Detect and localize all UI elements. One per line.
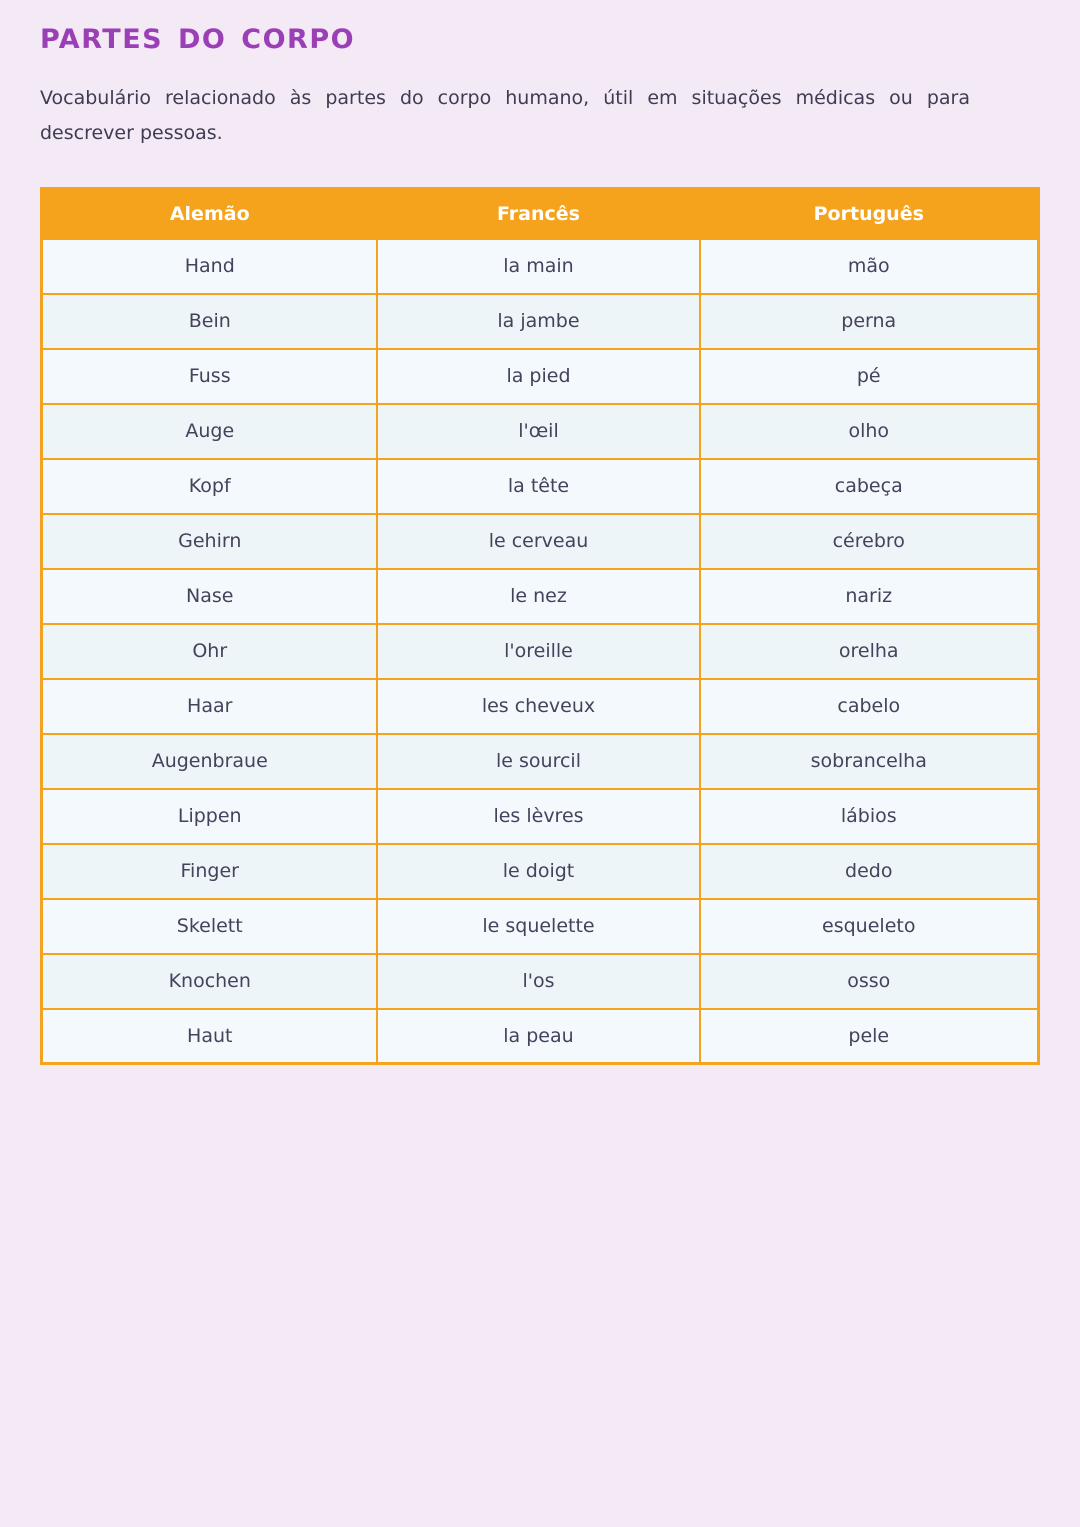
table-cell-german: Auge xyxy=(42,404,378,459)
table-row xyxy=(42,514,1039,569)
table-cell-portuguese: orelha xyxy=(700,624,1039,679)
table-cell-german: Nase xyxy=(42,569,378,624)
table-cell-german: Kopf xyxy=(42,459,378,514)
table-cell-french: l'oreille xyxy=(377,624,699,679)
table-cell-german: Haar xyxy=(42,679,378,734)
table-cell-german: Gehirn xyxy=(42,514,378,569)
table-row xyxy=(42,239,1039,294)
table-cell-french: l'os xyxy=(377,954,699,1009)
table-row xyxy=(42,459,1039,514)
table-header-row xyxy=(42,189,1039,239)
table-cell-portuguese: lábios xyxy=(700,789,1039,844)
table-cell-french: la main xyxy=(377,239,699,294)
table-cell-french: le cerveau xyxy=(377,514,699,569)
table-cell-portuguese: cérebro xyxy=(700,514,1039,569)
table-cell-german: Fuss xyxy=(42,349,378,404)
table-cell-portuguese: perna xyxy=(700,294,1039,349)
table-cell-french: la tête xyxy=(377,459,699,514)
table-row xyxy=(42,1009,1039,1064)
table-cell-portuguese: dedo xyxy=(700,844,1039,899)
table-row xyxy=(42,844,1039,899)
table-cell-portuguese: pé xyxy=(700,349,1039,404)
table-cell-portuguese: sobrancelha xyxy=(700,734,1039,789)
table-row xyxy=(42,954,1039,1009)
table-cell-portuguese: mão xyxy=(700,239,1039,294)
table-cell-french: la jambe xyxy=(377,294,699,349)
table-cell-german: Lippen xyxy=(42,789,378,844)
table-cell-german: Knochen xyxy=(42,954,378,1009)
table-cell-portuguese: olho xyxy=(700,404,1039,459)
table-row xyxy=(42,899,1039,954)
table-cell-portuguese: nariz xyxy=(700,569,1039,624)
table-cell-french: le squelette xyxy=(377,899,699,954)
table-row xyxy=(42,404,1039,459)
table-cell-french: le doigt xyxy=(377,844,699,899)
column-header-german: Alemão xyxy=(42,189,378,239)
table-cell-french: le sourcil xyxy=(377,734,699,789)
table-cell-german: Finger xyxy=(42,844,378,899)
table-cell-french: la pied xyxy=(377,349,699,404)
table-cell-german: Skelett xyxy=(42,899,378,954)
vocab-table-body xyxy=(42,239,1039,1064)
table-cell-german: Augenbraue xyxy=(42,734,378,789)
table-row xyxy=(42,294,1039,349)
table-cell-german: Bein xyxy=(42,294,378,349)
table-cell-french: l'œil xyxy=(377,404,699,459)
table-cell-german: Ohr xyxy=(42,624,378,679)
table-cell-german: Hand xyxy=(42,239,378,294)
table-row xyxy=(42,624,1039,679)
table-cell-french: les cheveux xyxy=(377,679,699,734)
table-row xyxy=(42,569,1039,624)
table-cell-french: le nez xyxy=(377,569,699,624)
table-row xyxy=(42,679,1039,734)
vocab-table xyxy=(40,187,1040,1065)
table-cell-french: la peau xyxy=(377,1009,699,1064)
table-row xyxy=(42,349,1039,404)
table-cell-portuguese: osso xyxy=(700,954,1039,1009)
column-header-french: Francês xyxy=(377,189,699,239)
table-cell-portuguese: cabelo xyxy=(700,679,1039,734)
column-header-portuguese: Português xyxy=(700,189,1039,239)
table-cell-portuguese: pele xyxy=(700,1009,1039,1064)
page-subtitle: Vocabulário relacionado às partes do corpo humano, útil em situações médicas ou para descrever pessoas. xyxy=(40,87,970,145)
page-title: PARTES DO CORPO xyxy=(40,24,356,55)
table-row xyxy=(42,789,1039,844)
table-cell-portuguese: esqueleto xyxy=(700,899,1039,954)
table-cell-portuguese: cabeça xyxy=(700,459,1039,514)
table-row xyxy=(42,734,1039,789)
table-cell-french: les lèvres xyxy=(377,789,699,844)
table-cell-german: Haut xyxy=(42,1009,378,1064)
